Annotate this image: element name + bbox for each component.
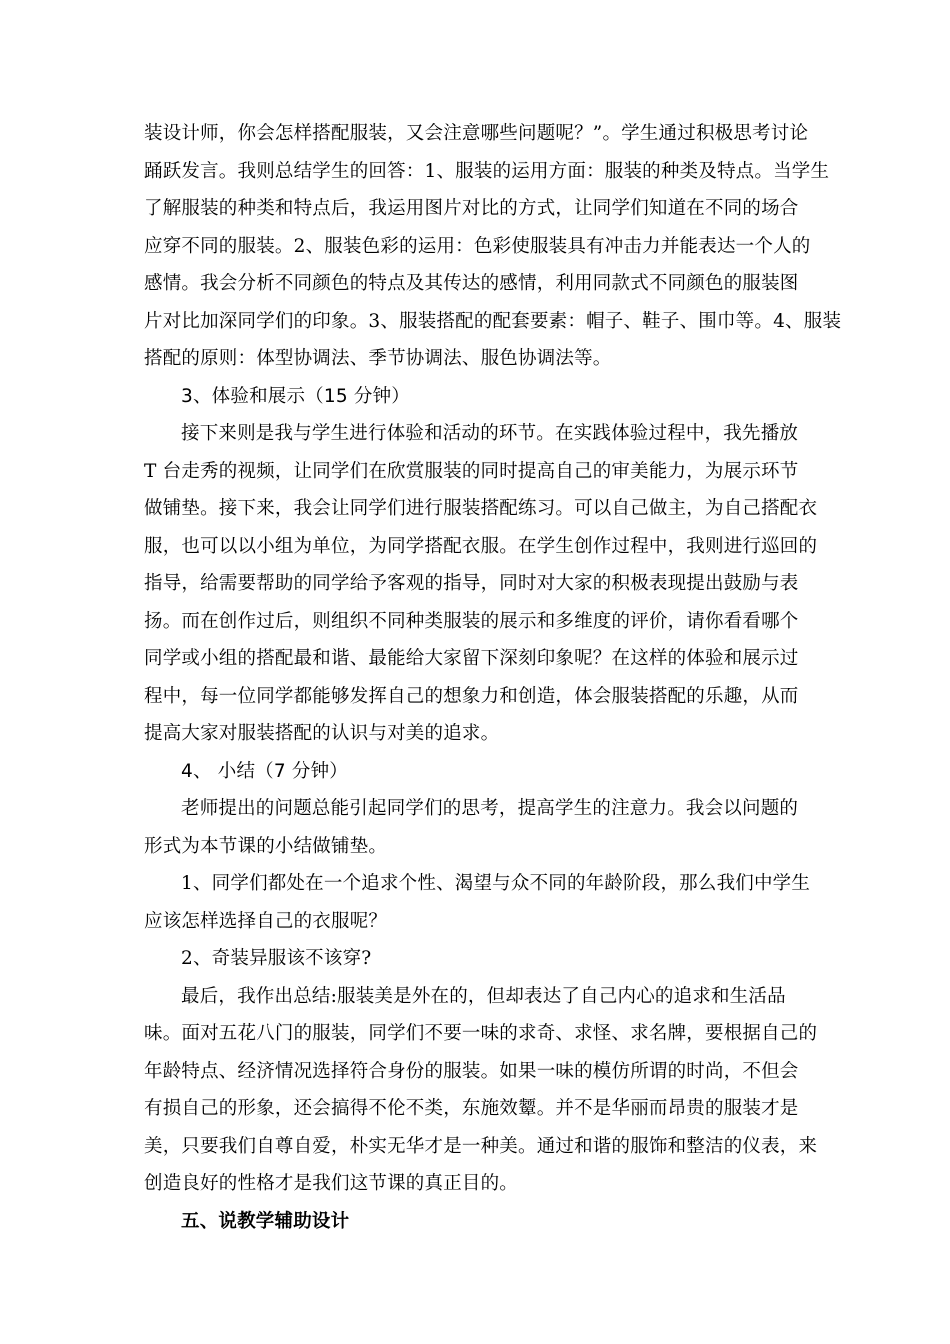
paragraph-line: 应该怎样选择自己的衣服呢？ (144, 910, 388, 932)
paragraph-line: 装设计师，你会怎样搭配服装，又会注意哪些问题呢？”。学生通过积极思考讨论 (144, 123, 809, 144)
paragraph-line: 接下来则是我与学生进行体验和活动的环节。在实践体验过程中，我先播放 (181, 423, 799, 444)
paragraph-line: 服，也可以以小组为单位，为同学搭配衣服。在学生创作过程中，我则进行巡回的 (144, 535, 818, 557)
document-page (144, 115, 842, 1240)
paragraph-line: 程中，每一位同学都能够发挥自己的想象力和创造，体会服装搭配的乐趣，从而 (144, 685, 799, 707)
paragraph-line: 老师提出的问题总能引起同学们的思考，提高学生的注意力。我会以问题的 (181, 798, 799, 819)
paragraph-line: 形式为本节课的小结做铺垫。 (144, 835, 388, 857)
paragraph-line: 片对比加深同学们的印象。3、服装搭配的配套要素：帽子、鞋子、围巾等。4、服装 (144, 310, 842, 332)
paragraph-line: 指导，给需要帮助的同学给予客观的指导，同时对大家的积极表现提出鼓励与表 (144, 573, 799, 594)
paragraph-line: 应穿不同的服装。2、服装色彩的运用：色彩使服装具有冲击力并能表达一个人的 (144, 235, 811, 257)
paragraph-line: 年龄特点、经济情况选择符合身份的服装。如果一味的模仿所谓的时尚，不但会 (144, 1060, 799, 1082)
paragraph-line: 有损自己的形象，还会搞得不伦不类，东施效颦。并不是华丽而昂贵的服装才是 (144, 1098, 799, 1119)
paragraph-line: 搭配的原则：体型协调法、季节协调法、服色协调法等。 (144, 348, 612, 369)
section-heading: 3、体验和展示（15 分钟） (181, 385, 410, 407)
paragraph-line: 2、奇装异服该不该穿? (181, 948, 372, 969)
paragraph-line: 做铺垫。接下来，我会让同学们进行服装搭配练习。可以自己做主，为自己搭配衣 (144, 498, 818, 519)
paragraph-line: 同学或小组的搭配最和谐、最能给大家留下深刻印象呢？在这样的体验和展示过 (144, 648, 799, 669)
paragraph-line: 踊跃发言。我则总结学生的回答：1、服装的运用方面：服装的种类及特点。当学生 (144, 160, 830, 182)
paragraph-line: 提高大家对服装搭配的认识与对美的追求。 (144, 723, 500, 744)
paragraph-line: 扬。而在创作过后，则组织不同种类服装的展示和多维度的评价，请你看看哪个 (144, 610, 799, 632)
paragraph-line: 美，只要我们自尊自爱，朴实无华才是一种美。通过和谐的服饰和整洁的仪表，来 (144, 1135, 818, 1157)
paragraph-line: 1、同学们都处在一个追求个性、渴望与众不同的年龄阶段，那么我们中学生 (181, 873, 811, 894)
paragraph-line: 创造良好的性格才是我们这节课的真正目的。 (144, 1173, 519, 1194)
paragraph-line: 了解服装的种类和特点后，我运用图片对比的方式，让同学们知道在不同的场合 (144, 198, 799, 219)
paragraph-line: 感情。我会分析不同颜色的特点及其传达的感情，利用同款式不同颜色的服装图 (144, 273, 799, 294)
paragraph-line: 最后，我作出总结:服装美是外在的，但却表达了自己内心的追求和生活品 (181, 985, 786, 1007)
paragraph-line: 味。面对五花八门的服装，同学们不要一味的求奇、求怪、求名牌，要根据自己的 (144, 1023, 818, 1044)
paragraph-line: T 台走秀的视频，让同学们在欣赏服装的同时提高自己的审美能力，为展示环节 (144, 460, 799, 482)
section-heading: 4、 小结（7 分钟） (181, 760, 349, 782)
section-heading: 五、说教学辅助设计 (181, 1210, 350, 1232)
